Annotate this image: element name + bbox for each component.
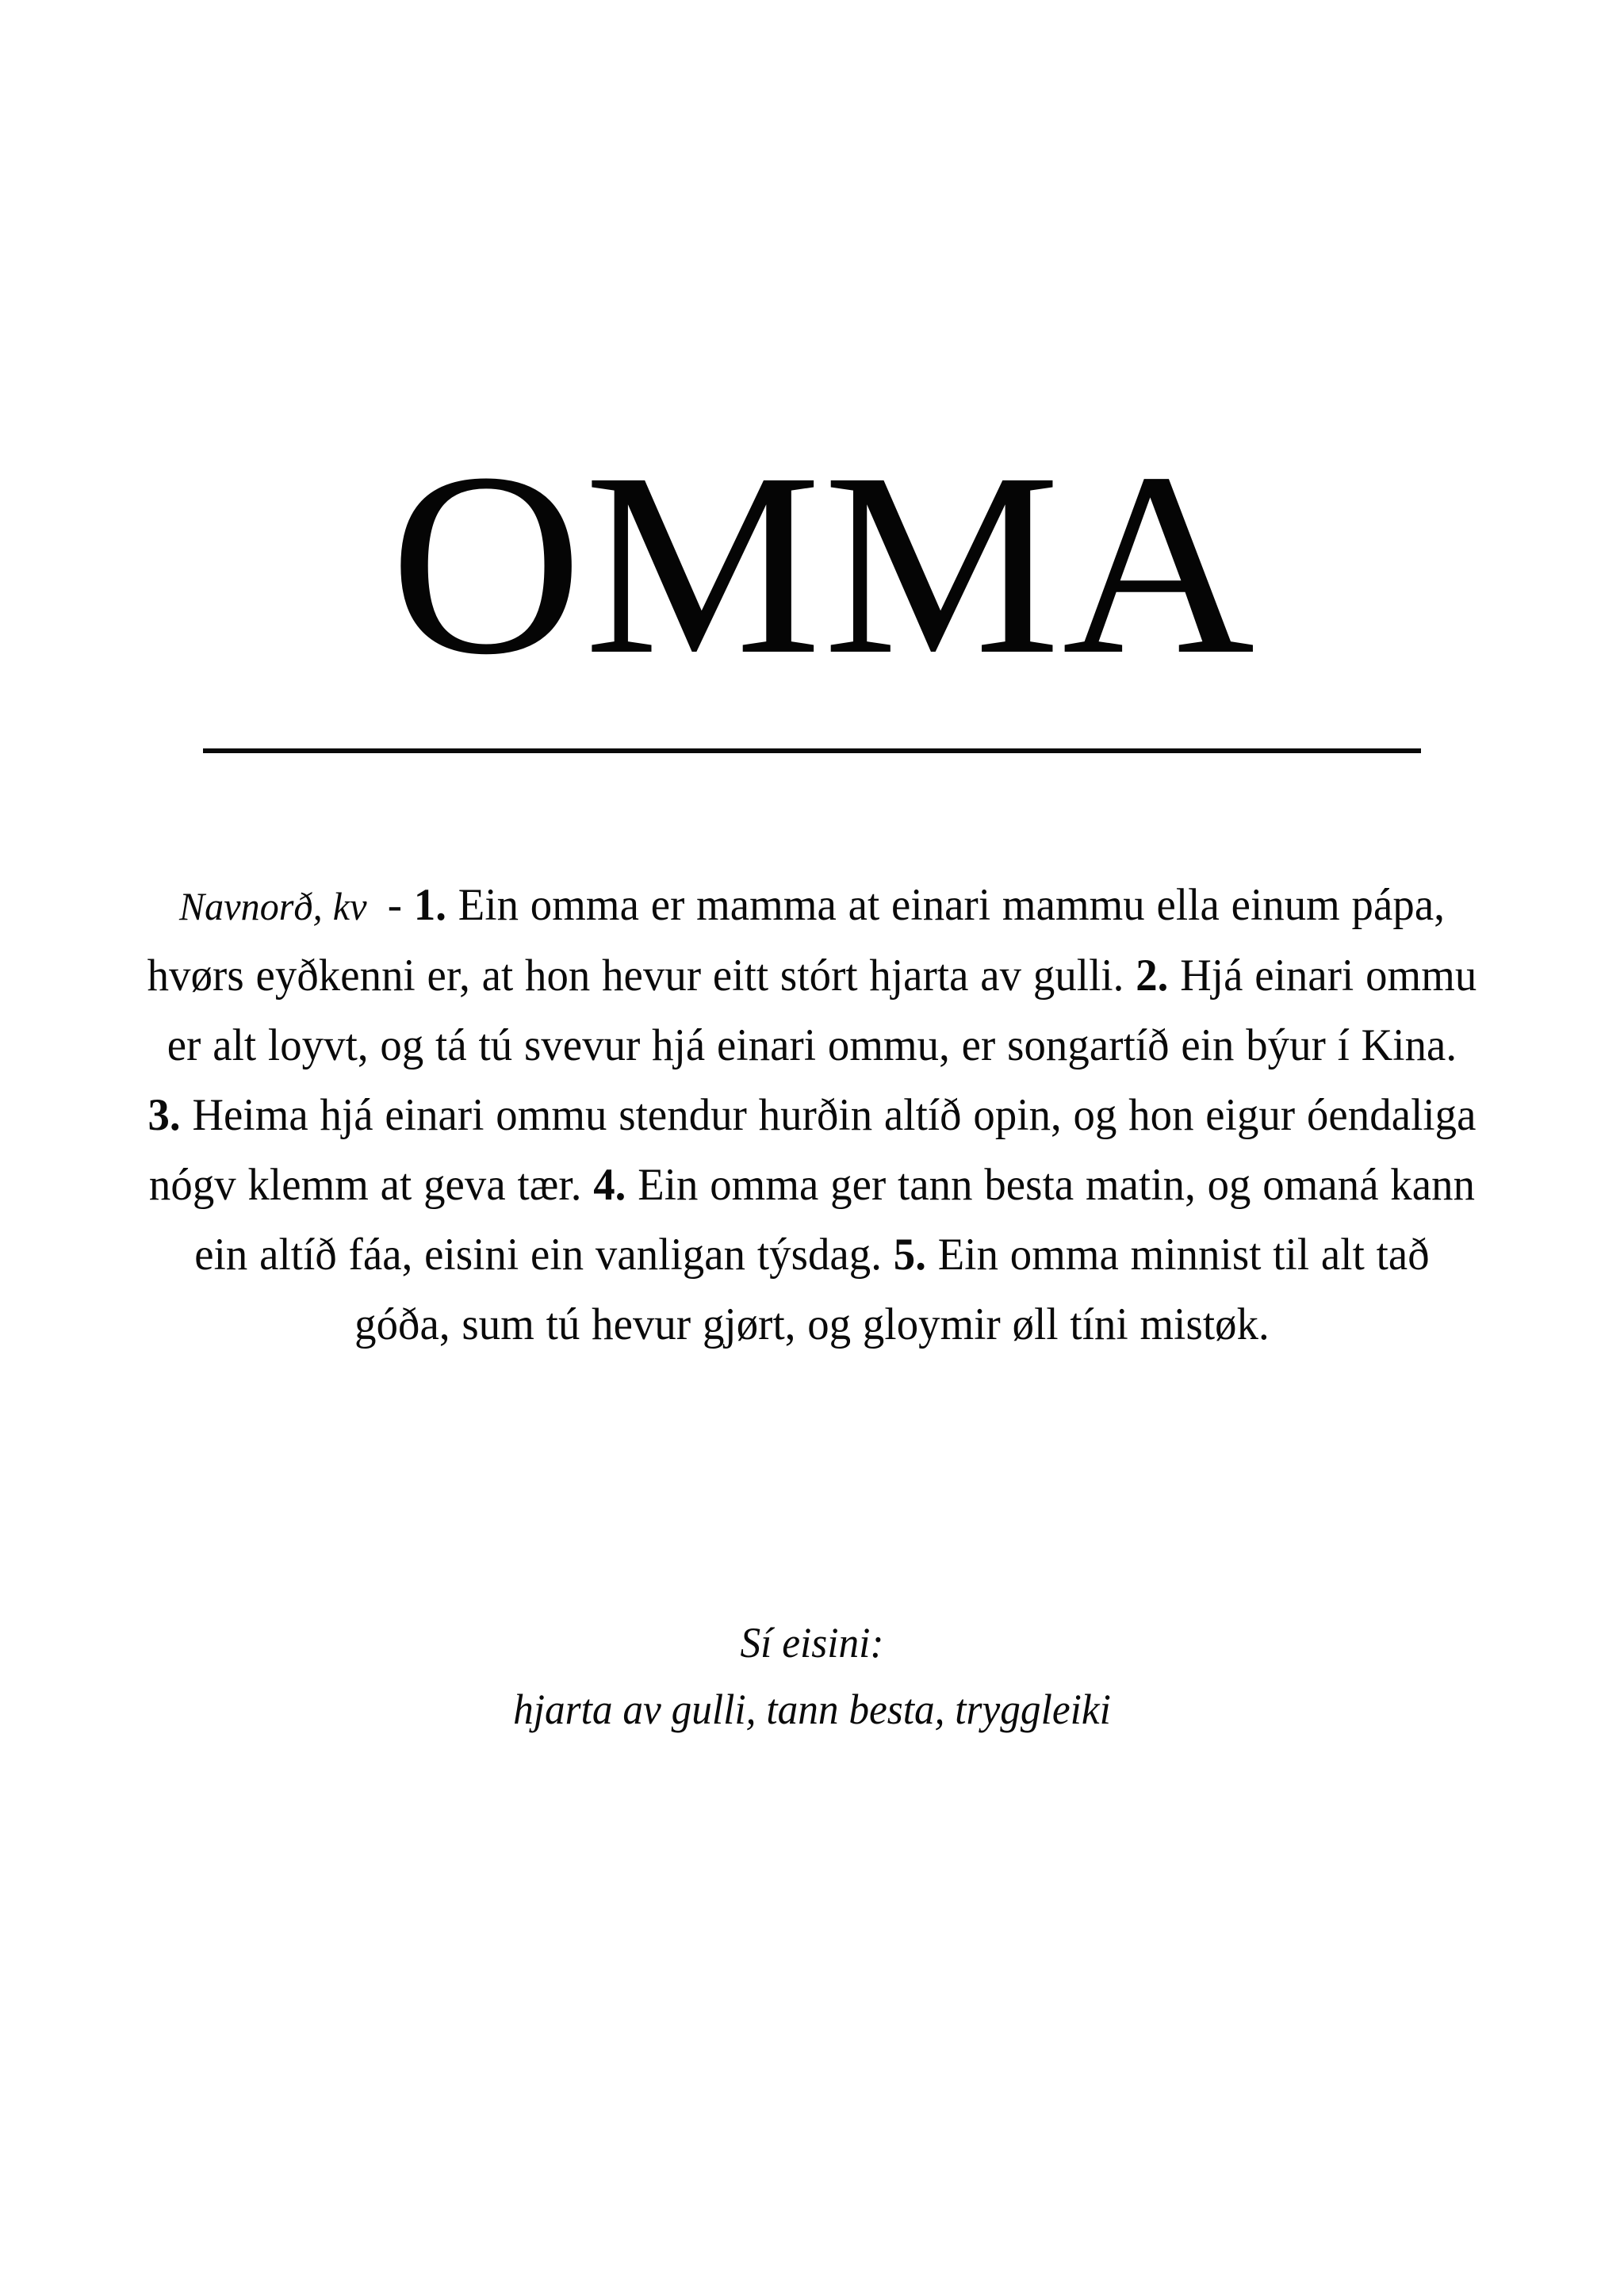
sense-number-1: 1. [413, 880, 447, 930]
title-divider-wrap [0, 748, 1624, 763]
sense-text-3: Heima hjá einari ommu stendur hurðin altíð opin, og hon eigur óendaliga nógv klemm at geva tær. [148, 1090, 1477, 1210]
see-also-label: Sí eisini: [740, 1619, 884, 1667]
sense-text-5: Ein omma minnist til alt tað góða, sum tú hevur gjørt, og gloymir øll tíni mistøk. [354, 1230, 1430, 1349]
page-title: OMMA [389, 419, 1257, 709]
part-of-speech-label: Navnorð, kv [178, 884, 367, 928]
sense-number-4: 4. [593, 1160, 626, 1210]
sense-number-3: 3. [147, 1090, 181, 1140]
headword-title-block [0, 419, 1624, 709]
see-also-terms: hjarta av gulli, tann besta, tryggleiki [513, 1686, 1111, 1733]
sense-text-2: Hjá einari ommu er alt loyvt, og tá tú svevur hjá einari ommu, er songartíð ein býur í Kina. [167, 951, 1477, 1070]
sense-number-5: 5. [893, 1230, 927, 1280]
horizontal-rule [203, 748, 1421, 753]
sense-text-1: Ein omma er mamma at einari mammu ella einum pápa, hvørs eyðkenni er, at hon hevur eitt stórt hjarta av gulli. [147, 880, 1446, 1001]
sense-text-4: Ein omma ger tann besta matin, og omaná kann ein altíð fáa, eisini ein vanligan týsdag. [194, 1160, 1476, 1280]
see-also-block [154, 1609, 1471, 1743]
pos-spacer [367, 884, 388, 928]
definition-separator: - [387, 880, 403, 930]
sense-number-2: 2. [1136, 951, 1169, 1001]
definition-body [147, 871, 1477, 1360]
